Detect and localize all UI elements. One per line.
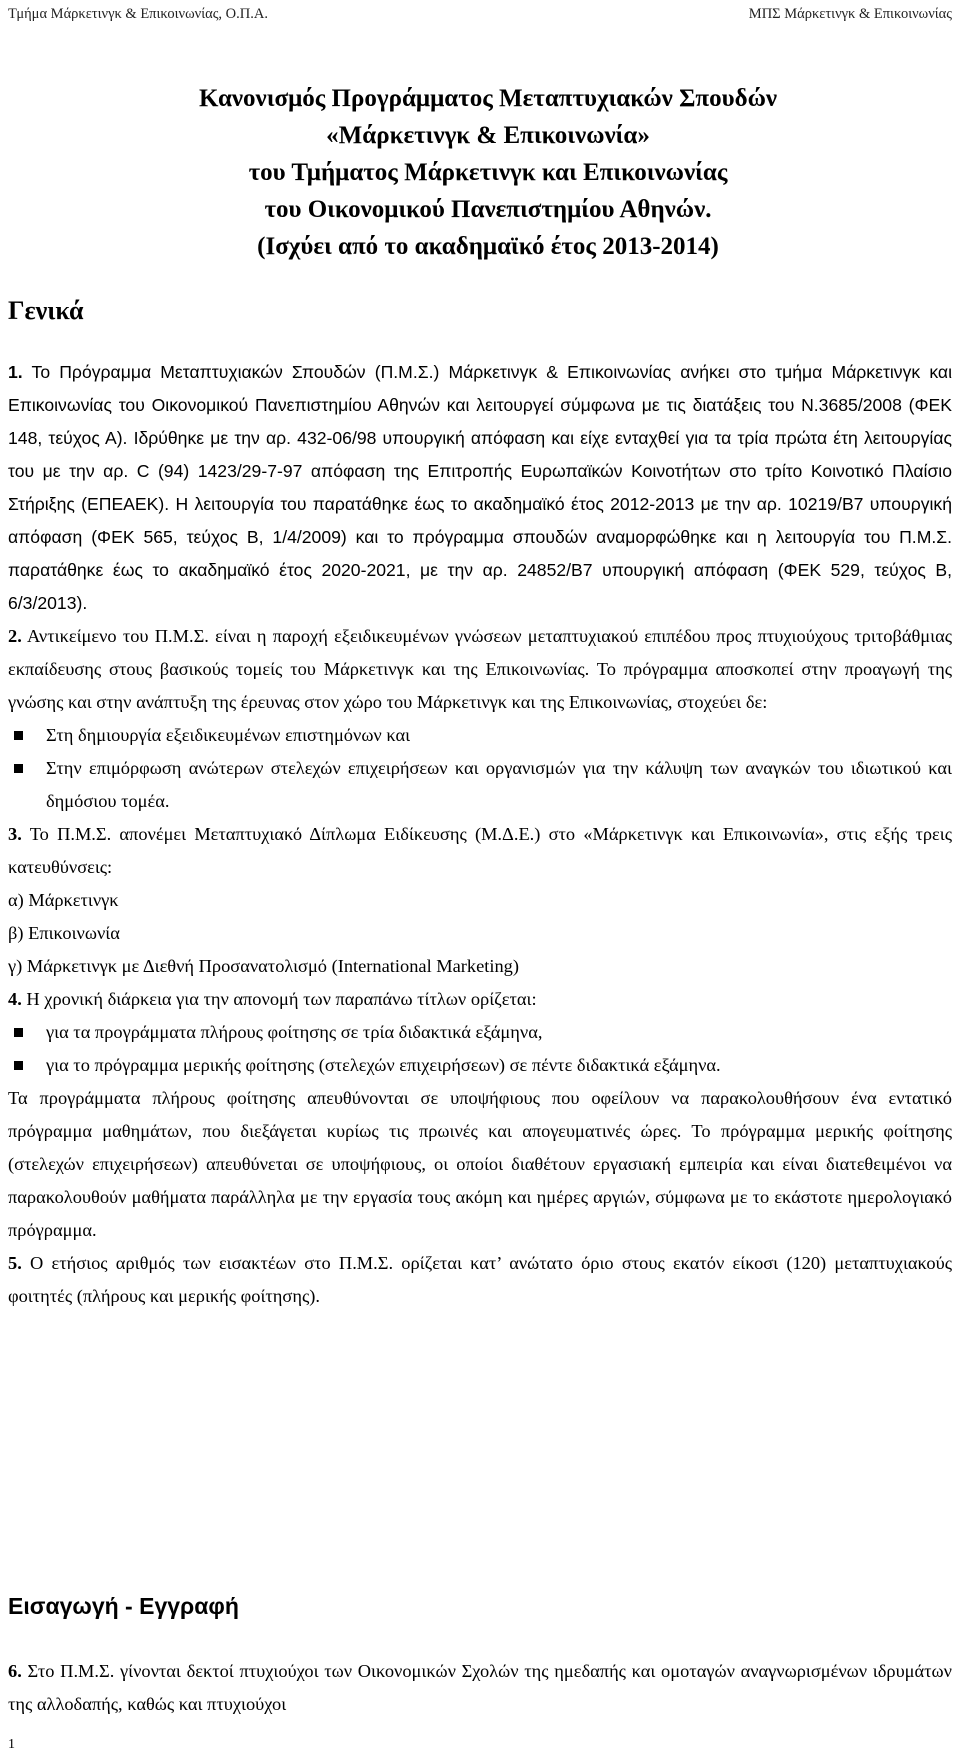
paragraph-text: Ο ετήσιος αριθμός των εισακτέων στο Π.Μ.Σ. ορίζεται κατ’ ανώτατο όριο στους εκατόν είκοσι (120) μεταπτυχιακούς φοιτητές (πλήρους και μερικής φοίτησης). [8, 1253, 952, 1306]
bullet-item: για τα προγράμματα πλήρους φοίτησης σε τρία διδακτικά εξάμηνα, [8, 1016, 952, 1049]
title-line-1: Κανονισμός Προγράμματος Μεταπτυχιακών Σπουδών [198, 85, 778, 112]
paragraph-number: 4. [8, 989, 22, 1009]
section-heading-general: Γενικά [8, 296, 84, 325]
paragraph-number: 3. [8, 824, 22, 844]
bullet-item: για το πρόγραμμα μερικής φοίτησης (στελεχών επιχειρήσεων) σε πέντε διδακτικά εξάμηνα. [8, 1049, 952, 1082]
title-line-2: «Μάρκετινγκ & Επικοινωνία» [326, 122, 650, 149]
bullet-item: Στη δημιουργία εξειδικευμένων επιστημόνων και [8, 719, 952, 752]
option-item: γ) Μάρκετινγκ με Διεθνή Προσανατολισμό (International Marketing) [8, 956, 520, 976]
title-line-5: (Ισχύει από το ακαδημαϊκό έτος 2013-2014) [257, 233, 719, 260]
title-line-4: του Οικονομικού Πανεπιστημίου Αθηνών. [264, 196, 712, 223]
page-number: 1 [8, 1737, 15, 1752]
section-heading-entry: Εισαγωγή - Εγγραφή [8, 1593, 239, 1619]
paragraph-number: 6. [8, 1661, 22, 1681]
document-body [8, 356, 952, 1313]
paragraph-5 [8, 1247, 952, 1313]
paragraph-3 [8, 818, 952, 884]
paragraph-number: 2. [8, 626, 22, 646]
paragraph-4 [8, 983, 952, 1016]
paragraph-6 [8, 1655, 952, 1721]
paragraph-2 [8, 620, 952, 719]
paragraph-text: Το Π.Μ.Σ. απονέμει Μεταπτυχιακό Δίπλωμα Ειδίκευσης (Μ.Δ.Ε.) στο «Μάρκετινγκ και Επικοινωνία», στις εξής τρεις κατευθύνσεις: [8, 824, 952, 877]
paragraph-number: 1. [8, 362, 23, 382]
paragraph-text: Η χρονική διάρκεια για την απονομή των παραπάνω τίτλων ορίζεται: [26, 989, 537, 1009]
paragraph-4-continued: Τα προγράμματα πλήρους φοίτησης απευθύνονται σε υποψήφιους που οφείλουν να παρακολουθήσουν ένα εντατικό πρόγραμμα μαθημάτων, που διεξάγεται κυρίως τις πρωινές και απογευματινές ώρες. Το πρόγραμμα μερικής φοίτησης (στελεχών επιχειρήσεων) απευθύνεται σε υποψήφιους, οι οποίοι διαθέτουν εργασιακή εμπειρία και είναι διατεθειμένοι να παρακολουθούν μαθήματα παράλληλα με την εργασία τους ακόμη και ημέρες αργιών, σύμφωνα με το εκάστοτε ημερολογιακό πρόγραμμα. [8, 1088, 952, 1240]
document-title [0, 80, 960, 265]
paragraph-text: Στο Π.Μ.Σ. γίνονται δεκτοί πτυχιούχοι των Οικονομικών Σχολών της ημεδαπής και ομοταγών αναγνωρισμένων ιδρυμάτων της αλλοδαπής, καθώς και πτυχιούχοι [8, 1661, 952, 1714]
title-line-3: του Τμήματος Μάρκετινγκ και Επικοινωνίας [248, 159, 728, 186]
paragraph-number: 5. [8, 1253, 22, 1273]
header-right: ΜΠΣ Μάρκετινγκ & Επικοινωνίας [748, 6, 952, 22]
paragraph-text: Το Πρόγραμμα Μεταπτυχιακών Σπουδών (Π.Μ.Σ.) Μάρκετινγκ & Επικοινωνίας ανήκει στο τμήμα Μάρκετινγκ και Επικοινωνίας του Οικονομικού Πανεπιστημίου Αθηνών και λειτουργεί σύμφωνα με τις διατάξεις του Ν.3685/2008 (ΦΕΚ 148, τεύχος Α). Ιδρύθηκε με την αρ. 432-06/98 υπουργική απόφαση και είχε ενταχθεί για τα τρία πρώτα έτη λειτουργίας του με την αρ. C (94) 1423/29-7-97 απόφαση της Επιτροπής Ευρωπαϊκών Κοινοτήτων στο τρίτο Κοινοτικό Πλαίσιο Στήριξης (ΕΠΕΑΕΚ). Η λειτουργία του παρατάθηκε έως το ακαδημαϊκό έτος 2012-2013 με την αρ. 10219/Β7 υπουργική απόφαση (ΦΕΚ 565, τεύχος Β, 1/4/2009) και το πρόγραμμα σπουδών αναμορφώθηκε και η λειτουργία του Π.Μ.Σ. παρατάθηκε έως το ακαδημαϊκό έτος 2020-2021, με την αρ. 24852/Β7 υπουργική απόφαση (ΦΕΚ 529, τεύχος Β, 6/3/2013). [8, 362, 952, 613]
header-left: Τμήμα Μάρκετινγκ & Επικοινωνίας, Ο.Π.Α. [8, 6, 268, 22]
option-item: β) Επικοινωνία [8, 923, 120, 943]
option-item: α) Μάρκετινγκ [8, 890, 119, 910]
paragraph-1 [8, 356, 952, 620]
bullet-item: Στην επιμόρφωση ανώτερων στελεχών επιχειρήσεων και οργανισμών για την κάλυψη των αναγκών του ιδιωτικού και δημόσιου τομέα. [8, 752, 952, 818]
paragraph-text: Αντικείμενο του Π.Μ.Σ. είναι η παροχή εξειδικευμένων γνώσεων μεταπτυχιακού επιπέδου προς πτυχιούχους τριτοβάθμιας εκπαίδευσης στους βασικούς τομείς του Μάρκετινγκ και της Επικοινωνίας. Το πρόγραμμα αποσκοπεί στην προαγωγή της γνώσης και στην ανάπτυξη της έρευνας στον χώρο του Μάρκετινγκ και της Επικοινωνίας, στοχεύει δε: [8, 626, 952, 712]
